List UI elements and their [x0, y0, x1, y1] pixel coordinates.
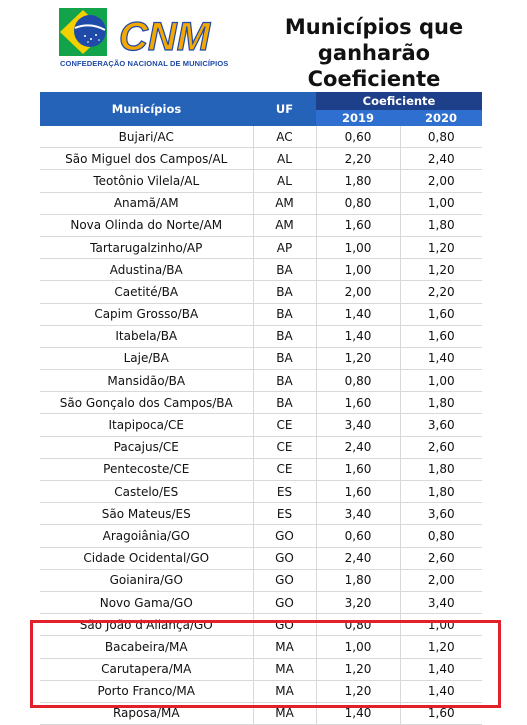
- cell-2019: 1,80: [316, 170, 400, 192]
- cell-municipio: Porto Franco/MA: [40, 680, 253, 702]
- cell-2020: 1,80: [400, 214, 482, 236]
- cell-2019: 3,40: [316, 503, 400, 525]
- cell-2019: 3,20: [316, 591, 400, 613]
- cell-2020: 3,40: [400, 591, 482, 613]
- logo-subtitle: CONFEDERAÇÃO NACIONAL DE MUNICÍPIOS: [60, 59, 229, 68]
- cell-municipio: São Gonçalo dos Campos/BA: [40, 392, 253, 414]
- cell-uf: AL: [253, 170, 316, 192]
- cell-2019: 2,40: [316, 436, 400, 458]
- cell-2020: 1,40: [400, 680, 482, 702]
- table-row: [40, 503, 482, 525]
- cell-2020: 1,20: [400, 636, 482, 658]
- table-row: [40, 347, 482, 369]
- cell-uf: MA: [253, 658, 316, 680]
- table-row: [40, 436, 482, 458]
- cell-2020: 2,00: [400, 569, 482, 591]
- cell-2020: 3,60: [400, 414, 482, 436]
- cell-uf: CE: [253, 458, 316, 480]
- table-row: [40, 614, 482, 636]
- cell-2019: 2,20: [316, 148, 400, 170]
- table-row: [40, 192, 482, 214]
- cell-2019: 1,20: [316, 347, 400, 369]
- cell-2019: 1,40: [316, 702, 400, 724]
- cell-uf: BA: [253, 325, 316, 347]
- table-row: [40, 547, 482, 569]
- table-row: [40, 325, 482, 347]
- table-row: [40, 658, 482, 680]
- cell-2020: 1,20: [400, 236, 482, 258]
- header-uf: UF: [253, 92, 316, 126]
- cell-2019: 1,40: [316, 325, 400, 347]
- table-row: [40, 414, 482, 436]
- page-title: Municípios que ganharão Coeficiente: [284, 15, 464, 91]
- cell-uf: BA: [253, 259, 316, 281]
- table-row: [40, 481, 482, 503]
- cell-2020: 3,60: [400, 503, 482, 525]
- cell-2020: 1,20: [400, 259, 482, 281]
- cell-municipio: Goianira/GO: [40, 569, 253, 591]
- cell-2020: 2,40: [400, 148, 482, 170]
- cell-uf: AM: [253, 192, 316, 214]
- cell-2020: 1,80: [400, 458, 482, 480]
- cell-2020: 1,80: [400, 481, 482, 503]
- cell-municipio: Tartarugalzinho/AP: [40, 236, 253, 258]
- cell-2020: 1,60: [400, 303, 482, 325]
- cell-municipio: Carutapera/MA: [40, 658, 253, 680]
- cell-2020: 1,00: [400, 614, 482, 636]
- cell-uf: ES: [253, 481, 316, 503]
- table-row: [40, 259, 482, 281]
- cell-uf: AM: [253, 214, 316, 236]
- cell-2019: 2,00: [316, 281, 400, 303]
- cell-2019: 1,20: [316, 658, 400, 680]
- cell-municipio: Anamã/AM: [40, 192, 253, 214]
- cell-uf: BA: [253, 347, 316, 369]
- cell-uf: AC: [253, 126, 316, 148]
- cell-uf: CE: [253, 436, 316, 458]
- cell-2020: 1,00: [400, 370, 482, 392]
- cell-uf: BA: [253, 370, 316, 392]
- cell-municipio: Raposa/MA: [40, 702, 253, 724]
- cell-uf: ES: [253, 503, 316, 525]
- cell-2019: 1,00: [316, 636, 400, 658]
- cell-2020: 1,60: [400, 325, 482, 347]
- table-row: [40, 170, 482, 192]
- table-row: [40, 281, 482, 303]
- table-row: [40, 370, 482, 392]
- cell-uf: GO: [253, 569, 316, 591]
- svg-text:CNM: CNM: [119, 15, 211, 59]
- cell-municipio: Adustina/BA: [40, 259, 253, 281]
- table-row: [40, 303, 482, 325]
- cell-2020: 1,40: [400, 347, 482, 369]
- cell-municipio: Pentecoste/CE: [40, 458, 253, 480]
- cell-municipio: Novo Gama/GO: [40, 591, 253, 613]
- table-row: [40, 569, 482, 591]
- cell-municipio: Cidade Ocidental/GO: [40, 547, 253, 569]
- cell-2019: 1,00: [316, 259, 400, 281]
- cell-municipio: São João d'Aliança/GO: [40, 614, 253, 636]
- cell-2019: 1,60: [316, 458, 400, 480]
- cell-2020: 2,00: [400, 170, 482, 192]
- cell-municipio: Castelo/ES: [40, 481, 253, 503]
- header-coeficiente: Coeficiente: [316, 92, 482, 110]
- cell-2019: 1,20: [316, 680, 400, 702]
- cell-municipio: Itapipoca/CE: [40, 414, 253, 436]
- header-2020: 2020: [400, 110, 482, 126]
- cell-municipio: Caetité/BA: [40, 281, 253, 303]
- cell-municipio: Bacabeira/MA: [40, 636, 253, 658]
- table-row: [40, 636, 482, 658]
- cell-2020: 2,60: [400, 436, 482, 458]
- cell-municipio: Bujari/AC: [40, 126, 253, 148]
- table-row: [40, 126, 482, 148]
- cell-uf: GO: [253, 547, 316, 569]
- cell-2019: 2,40: [316, 547, 400, 569]
- cell-2019: 1,60: [316, 481, 400, 503]
- cell-2019: 0,80: [316, 370, 400, 392]
- cell-uf: AL: [253, 148, 316, 170]
- cell-municipio: Capim Grosso/BA: [40, 303, 253, 325]
- table-row: [40, 591, 482, 613]
- table-row: [40, 214, 482, 236]
- cell-uf: BA: [253, 392, 316, 414]
- cell-2020: 0,80: [400, 525, 482, 547]
- cell-2019: 3,40: [316, 414, 400, 436]
- cell-2019: 1,40: [316, 303, 400, 325]
- cell-2020: 1,80: [400, 392, 482, 414]
- cell-municipio: Itabela/BA: [40, 325, 253, 347]
- cell-uf: GO: [253, 614, 316, 636]
- table-row: [40, 680, 482, 702]
- table-row: [40, 392, 482, 414]
- cell-2019: 1,60: [316, 392, 400, 414]
- coefficient-table: [40, 92, 482, 725]
- cell-municipio: Laje/BA: [40, 347, 253, 369]
- cell-2019: 1,80: [316, 569, 400, 591]
- table-row: [40, 236, 482, 258]
- cell-uf: CE: [253, 414, 316, 436]
- header-2019: 2019: [316, 110, 400, 126]
- cell-2019: 1,00: [316, 236, 400, 258]
- cell-2019: 1,60: [316, 214, 400, 236]
- cell-2020: 2,20: [400, 281, 482, 303]
- cell-2020: 2,60: [400, 547, 482, 569]
- cell-uf: AP: [253, 236, 316, 258]
- cell-municipio: Pacajus/CE: [40, 436, 253, 458]
- cell-municipio: Nova Olinda do Norte/AM: [40, 214, 253, 236]
- cell-2019: 0,80: [316, 192, 400, 214]
- cell-2019: 0,60: [316, 525, 400, 547]
- cell-uf: GO: [253, 525, 316, 547]
- cell-2020: 1,60: [400, 702, 482, 724]
- header-municipios: Municípios: [40, 92, 253, 126]
- cell-municipio: Teotônio Vilela/AL: [40, 170, 253, 192]
- cell-2019: 0,80: [316, 614, 400, 636]
- table-row: [40, 702, 482, 724]
- cell-2019: 0,60: [316, 126, 400, 148]
- table-row: [40, 458, 482, 480]
- cell-uf: BA: [253, 281, 316, 303]
- table-row: [40, 148, 482, 170]
- cell-uf: MA: [253, 636, 316, 658]
- cell-2020: 0,80: [400, 126, 482, 148]
- cell-uf: MA: [253, 702, 316, 724]
- cell-municipio: São Mateus/ES: [40, 503, 253, 525]
- cell-uf: MA: [253, 680, 316, 702]
- cell-municipio: São Miguel dos Campos/AL: [40, 148, 253, 170]
- table-row: [40, 525, 482, 547]
- cell-municipio: Aragoiânia/GO: [40, 525, 253, 547]
- cell-municipio: Mansidão/BA: [40, 370, 253, 392]
- cell-uf: BA: [253, 303, 316, 325]
- cell-2020: 1,40: [400, 658, 482, 680]
- cell-2020: 1,00: [400, 192, 482, 214]
- cell-uf: GO: [253, 591, 316, 613]
